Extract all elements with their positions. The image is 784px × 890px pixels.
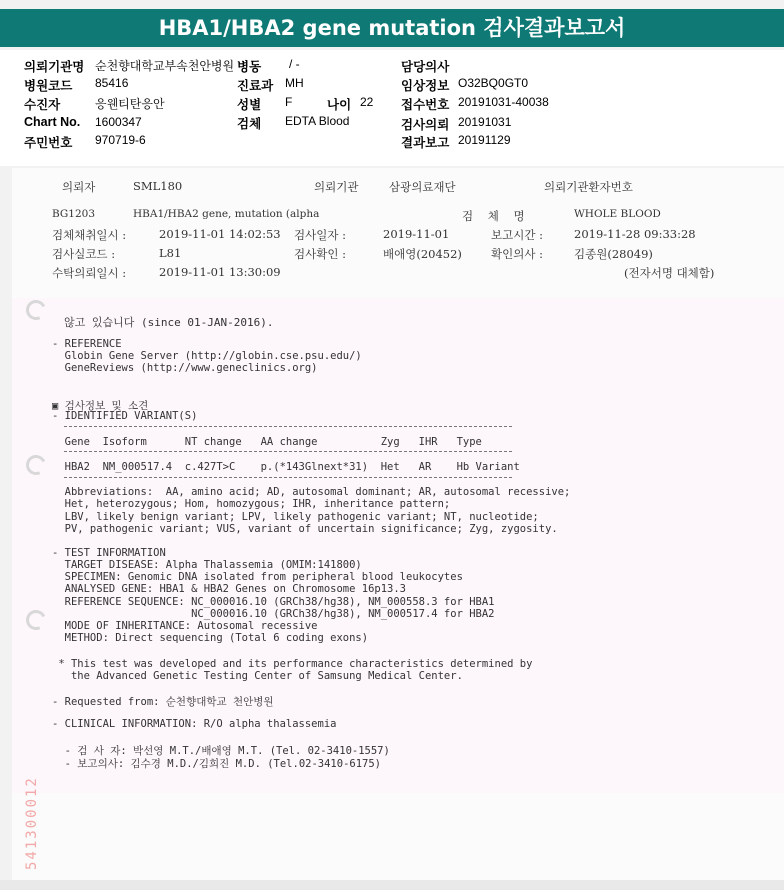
chart-value: 1600347 [95, 115, 142, 129]
test-info-line: MODE OF INHERITANCE: Autosomal recessive [52, 620, 318, 632]
request-label: 검사의뢰 [401, 118, 450, 132]
lab-code-value: L81 [159, 246, 182, 260]
bottom-bar [0, 880, 784, 890]
ward-value: / - [289, 57, 300, 71]
rrn-value: 970719-6 [95, 133, 146, 147]
test-date-value: 2019-11-01 [383, 227, 450, 241]
institution-label: 의뢰기관명 [24, 60, 85, 74]
specimen-value: EDTA Blood [285, 114, 350, 128]
test-info-line: ANALYSED GENE: HBA1 & HBA2 Genes on Chromosome 16p13.3 [52, 583, 407, 595]
report-time-value: 2019-11-28 09:33:28 [574, 227, 696, 241]
variant-table-header: Gene Isoform NT change AA change Zyg IHR Type [52, 436, 482, 448]
footnote: * This test was developed and its performance characteristics determined by [52, 658, 533, 670]
collection-time-value: 2019-11-01 14:02:53 [159, 227, 281, 241]
sex-value: F [285, 95, 293, 109]
specimen-name-label: 검 체 명 [462, 209, 525, 223]
reference-line: Globin Gene Server (http://globin.cse.psu.edu/) [52, 350, 362, 362]
doctor-label: 담당의사 [401, 60, 450, 74]
clinical-information: - CLINICAL INFORMATION: R/O alpha thalassemia [52, 718, 337, 730]
body-text: 않고 있습니다 (since 01-JAN-2016). [64, 316, 274, 329]
variant-table-row: HBA2 NM_000517.4 c.427T>C p.(*143Glnext*31) Het AR Hb Variant [52, 461, 520, 473]
lab-code-label: 검사실코드 : [52, 247, 116, 261]
abbreviations: LBV, likely benign variant; LPV, likely pathogenic variant; NT, nucleotide; [52, 511, 539, 523]
collection-time-label: 검체채취일시 : [52, 228, 127, 242]
test-info-line: REFERENCE SEQUENCE: NC_000016.10 (GRCh38/hg38), NM_000558.3 for HBA1 [52, 596, 495, 608]
requesting-agency-label: 의뢰기관 [314, 180, 359, 194]
requesting-agency-value: 삼광의료재단 [389, 180, 456, 194]
test-name: HBA1/HBA2 gene, mutation (alpha [133, 208, 320, 220]
reception-label: 접수번호 [401, 98, 450, 112]
scanned-report [12, 168, 784, 880]
variant-heading: - IDENTIFIED VARIANT(S) [52, 410, 198, 422]
test-date-label: 검사일자 : [294, 228, 346, 242]
divider [64, 451, 512, 452]
confirm-doctor-label: 확인의사 : [491, 247, 543, 261]
divider [64, 477, 512, 478]
reference-heading: - REFERENCE [52, 338, 122, 350]
staff-reporter: - 보고의사: 김수경 M.D./김희진 M.D. (Tel.02-3410-6175) [52, 758, 382, 770]
specimen-name-value: WHOLE BLOOD [574, 208, 661, 220]
footnote: the Advanced Genetic Testing Center of Samsung Medical Center. [52, 670, 463, 682]
hospital-code-label: 병원코드 [24, 79, 73, 93]
consign-time-label: 수탁의뢰일시 : [52, 266, 127, 280]
abbreviations: PV, pathogenic variant; VUS, variant of uncertain significance; Zyg, zygosity. [52, 523, 558, 535]
divider [64, 426, 512, 427]
report-header [0, 50, 784, 166]
rrn-label: 주민번호 [24, 136, 73, 150]
specimen-label: 검체 [237, 117, 262, 131]
section-heading: ▣ 검사정보 및 소견 [52, 400, 149, 412]
institution-value: 순천향대학교부속천안병원 [95, 59, 235, 73]
e-signature-note: (전자서명 대체함) [624, 266, 715, 280]
reception-value: 20191031-40038 [458, 95, 549, 109]
clinical-value: O32BQ0GT0 [458, 76, 529, 90]
report-value: 20191129 [458, 133, 511, 147]
report-time-label: 보고시간 : [491, 228, 543, 242]
clinical-label: 임상정보 [401, 79, 450, 93]
sex-label: 성별 [237, 98, 262, 112]
abbreviations: Het, heterozygous; Hom, homozygous; IHR, inheritance pattern; [52, 498, 451, 510]
test-confirm-label: 검사확인 : [294, 247, 346, 261]
confirm-doctor-value: 김종원(28049) [574, 247, 653, 261]
page-stamp: 541300012 [24, 776, 40, 870]
reference-line: GeneReviews (http://www.geneclinics.org) [52, 362, 318, 374]
chart-label: Chart No. [24, 115, 81, 129]
requested-from: - Requested from: 순천향대학교 천안병원 [52, 696, 274, 708]
staff-tester: - 검 사 자: 박선영 M.T./배애영 M.T. (Tel. 02-3410-1557) [52, 745, 390, 757]
requester-value: SML180 [133, 179, 183, 193]
test-info-line: METHOD: Direct sequencing (Total 6 coding exons) [52, 632, 369, 644]
requester-label: 의뢰자 [62, 180, 96, 194]
test-info-line: NC_000016.10 (GRCh38/hg38), NM_000517.4 for HBA2 [52, 608, 495, 620]
age-value: 22 [360, 95, 374, 109]
dept-value: MH [285, 76, 304, 90]
request-value: 20191031 [458, 115, 512, 129]
dept-label: 진료과 [237, 79, 274, 93]
test-info-line: SPECIMEN: Genomic DNA isolated from peripheral blood leukocytes [52, 571, 463, 583]
agency-patient-no-label: 의뢰기관환자번호 [544, 180, 633, 194]
report-label: 결과보고 [401, 136, 450, 150]
test-info-line: TARGET DISEASE: Alpha Thalassemia (OMIM:141800) [52, 559, 362, 571]
ward-label: 병동 [237, 60, 262, 74]
test-code: BG1203 [52, 208, 96, 220]
consign-time-value: 2019-11-01 13:30:09 [159, 265, 281, 279]
patient-label: 수진자 [24, 98, 61, 112]
test-confirm-value: 배애영(20452) [383, 247, 462, 261]
abbreviations: Abbreviations: AA, amino acid; AD, autosomal dominant; AR, autosomal recessive; [52, 486, 571, 498]
patient-value: 응웬티탄응안 [95, 97, 165, 111]
report-title: HBA1/HBA2 gene mutation 검사결과보고서 [0, 9, 784, 47]
age-label: 나이 [327, 98, 352, 112]
hospital-code-value: 85416 [95, 76, 129, 90]
test-info-heading: - TEST INFORMATION [52, 547, 166, 559]
